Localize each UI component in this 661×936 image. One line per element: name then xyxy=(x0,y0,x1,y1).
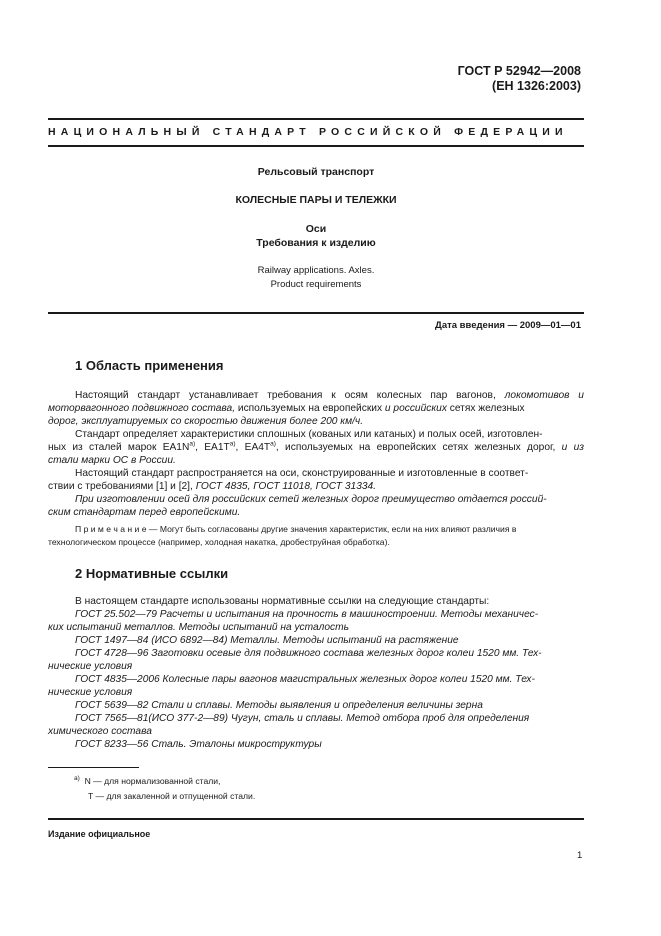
s1-p2-g: стали марки ОС в России. xyxy=(48,455,176,466)
reference-4b: нические условия xyxy=(48,687,133,698)
banner-divider xyxy=(48,145,584,147)
footnote-ref: а) xyxy=(229,440,236,448)
s1-p2-f: и из xyxy=(561,442,584,453)
s1-p1-b: локомотивов и xyxy=(504,390,584,401)
reference-3b: нические условия xyxy=(48,661,133,672)
footnote-line-1: N — для нормализованной стали, xyxy=(84,776,221,786)
note-label: П р и м е ч а н и е — xyxy=(75,524,158,534)
top-divider xyxy=(48,118,584,120)
s1-p3-a: Настоящий стандарт распространяется на оси, сконструированные и изготовленные в соответ- xyxy=(75,468,529,479)
s1-p1-d: используемых на европейских xyxy=(237,403,383,414)
s1-p1-e: и российских xyxy=(384,403,447,414)
introduction-date: Дата введения — 2009—01—01 xyxy=(435,320,581,331)
footnote xyxy=(74,774,255,804)
title-line-3: Оси xyxy=(305,223,327,235)
document-number: ГОСТ Р 52942—2008 xyxy=(457,64,581,78)
official-edition-label: Издание официальное xyxy=(48,829,151,839)
reference-7: ГОСТ 8233—56 Сталь. Эталоны микроструктуры xyxy=(75,739,322,750)
reference-4a: ГОСТ 4835—2006 Колесные пары вагонов магистральных железных дорог колеи 1520 мм. Тех- xyxy=(75,674,535,685)
s1-p2-b: ных из сталей марок EA1N xyxy=(48,442,190,453)
title-line-1: Рельсовый транспорт xyxy=(257,166,375,178)
s1-p2-a: Стандарт определяет характеристики сплошных (кованых или катаных) и полых осей, изготовлен- xyxy=(75,429,543,440)
s1-p1-c: моторвагонного подвижного состава, xyxy=(48,403,236,414)
footnote-mark: а) xyxy=(74,775,80,783)
reference-1b: ких испытаний металлов. Методы испытаний на усталость xyxy=(48,622,349,633)
footnote-ref: а) xyxy=(189,440,196,448)
section-1-heading: 1 Область применения xyxy=(75,358,224,373)
equivalent-standard: (ЕН 1326:2003) xyxy=(492,79,581,93)
footnote-line-2: T — для закаленной и отпущенной стали. xyxy=(88,791,256,801)
footnote-divider xyxy=(48,767,139,768)
reference-6a: ГОСТ 7565—81(ИСО 377-2—89) Чугун, сталь и сплавы. Метод отбора проб для определения xyxy=(75,713,530,724)
s1-p2-e: , используемых на европейских сетях железных дорог, xyxy=(275,442,556,453)
national-standard-banner: НАЦИОНАЛЬНЫЙ СТАНДАРТ РОССИЙСКОЙ ФЕДЕРАЦИИ xyxy=(48,126,568,138)
s1-p4-a: При изготовлении осей для российских сетей железных дорог преимущество отдается россий- xyxy=(75,494,547,505)
s1-p2-d: , EA4T xyxy=(235,442,271,453)
note-text-1: Могут быть согласованы другие значения характеристик, если на них влияют различия в xyxy=(159,524,517,534)
s1-p3-c: ГОСТ 4835, ГОСТ 11018, ГОСТ 31334. xyxy=(195,481,377,492)
section-1-body xyxy=(48,389,584,519)
english-title-2: Product requirements xyxy=(270,279,362,290)
english-title-1: Railway applications. Axles. xyxy=(257,265,375,276)
page-number: 1 xyxy=(577,850,583,861)
s1-p1-a: Настоящий стандарт устанавливает требования к осям колесных пар вагонов, xyxy=(75,390,496,401)
s2-intro: В настоящем стандарте использованы нормативные ссылки на следующие стандарты: xyxy=(75,596,490,607)
title-line-2: КОЛЕСНЫЕ ПАРЫ И ТЕЛЕЖКИ xyxy=(235,194,397,206)
s1-p3-b: ствии с требованиями [1] и [2], xyxy=(48,481,193,492)
s1-p1-f: сетях железных xyxy=(449,403,525,414)
section-2-body xyxy=(48,595,584,751)
reference-1a: ГОСТ 25.502—79 Расчеты и испытания на прочность в машиностроении. Методы механичес- xyxy=(75,609,539,620)
reference-3a: ГОСТ 4728—96 Заготовки осевые для подвижного состава железных дорог колеи 1520 мм. Тех- xyxy=(75,648,542,659)
s1-p4-b: ским стандартам перед европейскими. xyxy=(48,507,241,518)
footnote-ref: а) xyxy=(270,440,276,448)
reference-2: ГОСТ 1497—84 (ИСО 6892—84) Металлы. Методы испытаний на растяжение xyxy=(75,635,459,646)
reference-5: ГОСТ 5639—82 Стали и сплавы. Методы выявления и определения величины зерна xyxy=(75,700,483,711)
section-1-note xyxy=(48,523,584,549)
section-2-heading: 2 Нормативные ссылки xyxy=(75,566,229,581)
title-line-4: Требования к изделию xyxy=(256,237,376,249)
reference-6b: химического состава xyxy=(48,726,152,737)
footer-divider xyxy=(48,818,584,820)
title-divider xyxy=(48,312,584,314)
s1-p1-g: дорог, эксплуатируемых со скоростью движения более 200 км/ч. xyxy=(48,416,364,427)
note-text-2: технологическом процессе (например, холодная накатка, дробеструйная обработка). xyxy=(48,537,390,547)
s1-p2-c: , EA1T xyxy=(195,442,230,453)
